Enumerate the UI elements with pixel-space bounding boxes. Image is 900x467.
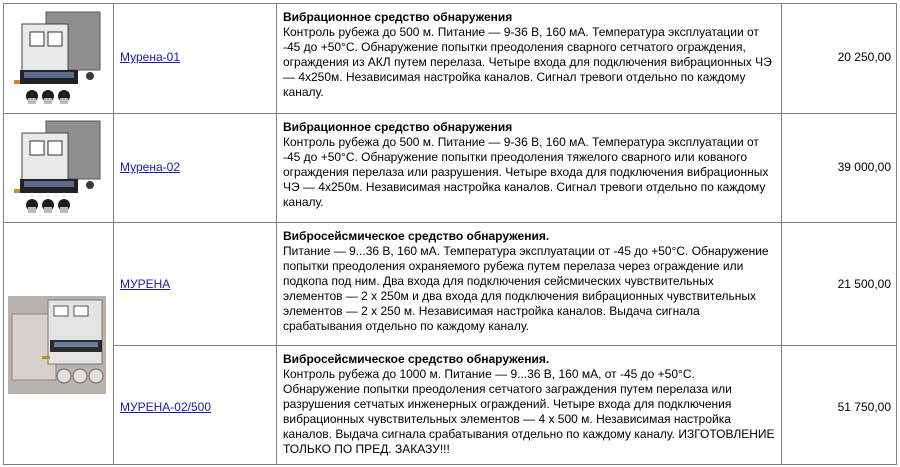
product-price: 20 250,00 xyxy=(837,50,891,64)
product-price: 51 750,00 xyxy=(837,400,891,414)
product-description xyxy=(277,4,781,100)
product-image-murena xyxy=(8,296,106,394)
product-name-cell xyxy=(120,50,180,64)
product-image-murena-02 xyxy=(12,119,102,217)
product-title: Вибрационное средство обнаружения xyxy=(283,10,513,24)
product-link-murena-02-500[interactable]: МУРЕНА-02/500 xyxy=(120,400,211,414)
product-price: 21 500,00 xyxy=(837,277,891,291)
product-text: Контроль рубежа до 500 м. Питание — 9-36 В, 160 мА. Температура эксплуатации от -45 до +50°С. Обнаружение попытки преодоления сварного сетчатого ограждения, ограждения из АКЛ путем перелаза. Четыре входа для подключения вибрационных ЧЭ — 4х250м. Независимая настройка каналов. Сигнал тревоги отдельно по каждому каналу. xyxy=(283,25,772,99)
product-title: Вибросейсмическое средство обнаружения. xyxy=(283,352,550,366)
col-divider xyxy=(113,3,114,465)
product-name-cell xyxy=(120,277,170,291)
product-title: Вибросейсмическое средство обнаружения. xyxy=(283,229,550,243)
col-divider xyxy=(781,3,782,465)
product-price: 39 000,00 xyxy=(837,160,891,174)
product-image-murena-01 xyxy=(12,10,102,108)
product-link-murena-01[interactable]: Мурена-01 xyxy=(120,50,180,64)
product-description xyxy=(277,114,781,210)
product-name-cell xyxy=(120,400,211,414)
product-description xyxy=(277,223,781,334)
product-title: Вибрационное средство обнаружения xyxy=(283,120,513,134)
product-description xyxy=(277,346,781,457)
product-text: Питание — 9...36 В, 160 мА. Температура эксплуатации от -45 до +50°С. Обнаружение попытки преодоления охраняемого рубежа путем перелаза через ограждение или подкопа под ним. Два входа для подключения сейсмических чувствительных элементов — 2 х 250м и два входа для подключения вибрационных чувствительных элементов — 2 х 250 м. Независимая настройка каналов. Выдача сигнала срабатывания отдельно по каждому каналу. xyxy=(283,244,769,333)
product-text: Контроль рубежа до 500 м. Питание — 9-36 В, 160 мА. Температура эксплуатации от -45 до +50°С. Обнаружение попытки преодоления тяжелого сварного или кованого ограждения перелаза или разрушения. Четыре входа для подключения вибрационных ЧЭ — 4х250м. Независимая настройка каналов. Сигнал тревоги отдельно по каждому каналу. xyxy=(283,135,769,209)
product-text: Контроль рубежа до 1000 м. Питание — 9...36 В, 160 мА, от -45 до +50°С. Обнаружение попытки преодоления сетчатого заграждения путем перелаза или разрушения сетчатых инженерных ограждений. Четыре входа для подключения вибрационных чувствительных элементов — 4 х 500 м. Независимая настройка каналов. Выдача сигнала срабатывания отдельно по каждому каналу. ИЗГОТОВЛЕНИЕ ТОЛЬКО ПО ПРЕД. ЗАКАЗУ!!! xyxy=(283,367,775,456)
product-link-murena-02[interactable]: Мурена-02 xyxy=(120,160,180,174)
product-name-cell xyxy=(120,160,180,174)
product-link-murena[interactable]: МУРЕНА xyxy=(120,277,171,291)
